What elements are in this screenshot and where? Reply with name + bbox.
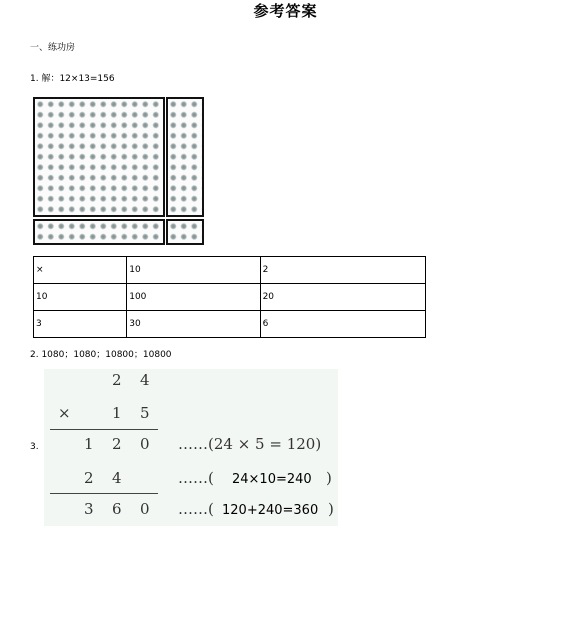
digit: 3 xyxy=(84,500,94,518)
times-sign: × xyxy=(58,404,71,422)
digit: 1 xyxy=(84,435,94,453)
digit: 4 xyxy=(140,371,150,389)
table-cell: 6 xyxy=(260,311,425,338)
table-cell: 3 xyxy=(34,311,127,338)
table-row xyxy=(34,257,426,284)
partial-product-answer: 24×10=240 xyxy=(232,472,312,487)
paren-close: ) xyxy=(326,469,332,487)
table-cell: 30 xyxy=(127,311,260,338)
digit: 5 xyxy=(140,404,150,422)
question-3-label: 3. xyxy=(30,442,39,452)
table-cell: 2 xyxy=(260,257,425,284)
table-cell: 20 xyxy=(260,284,425,311)
table-row xyxy=(34,311,426,338)
dot-array-figure xyxy=(33,97,205,246)
table-cell: × xyxy=(34,257,127,284)
digit: 2 xyxy=(112,435,122,453)
digit: 0 xyxy=(140,435,150,453)
table-cell: 100 xyxy=(127,284,260,311)
dot-block-10x2 xyxy=(166,97,204,217)
section-heading: 一、练功房 xyxy=(30,43,76,53)
digit: 4 xyxy=(112,469,122,487)
digit: 2 xyxy=(112,371,122,389)
dot-block-10x10 xyxy=(33,97,165,217)
digit: 0 xyxy=(140,500,150,518)
divider-line xyxy=(50,493,158,494)
table-cell: 10 xyxy=(127,257,260,284)
dot-block-3x10 xyxy=(33,219,165,245)
final-product-note-prefix: ……( xyxy=(178,500,214,518)
partial-product-note: ……(24 × 5 = 120) xyxy=(178,435,322,453)
digit: 1 xyxy=(112,404,122,422)
partial-product-note-prefix: ……( xyxy=(178,469,214,487)
digit: 6 xyxy=(112,500,122,518)
dot-block-3x2 xyxy=(166,219,204,245)
table-cell: 10 xyxy=(34,284,127,311)
question-2-answer: 2. 1080；1080；10800；10800 xyxy=(30,350,172,360)
final-product-answer: 120+240=360 xyxy=(222,503,319,518)
divider-line xyxy=(50,429,158,430)
question-1-label: 1. 解：12×13=156 xyxy=(30,74,115,84)
digit: 2 xyxy=(84,469,94,487)
paren-close: ) xyxy=(328,500,334,518)
vertical-multiplication xyxy=(44,369,338,526)
page-title: 参考答案 xyxy=(253,2,318,20)
table-row xyxy=(34,284,426,311)
multiplication-table xyxy=(33,256,426,338)
